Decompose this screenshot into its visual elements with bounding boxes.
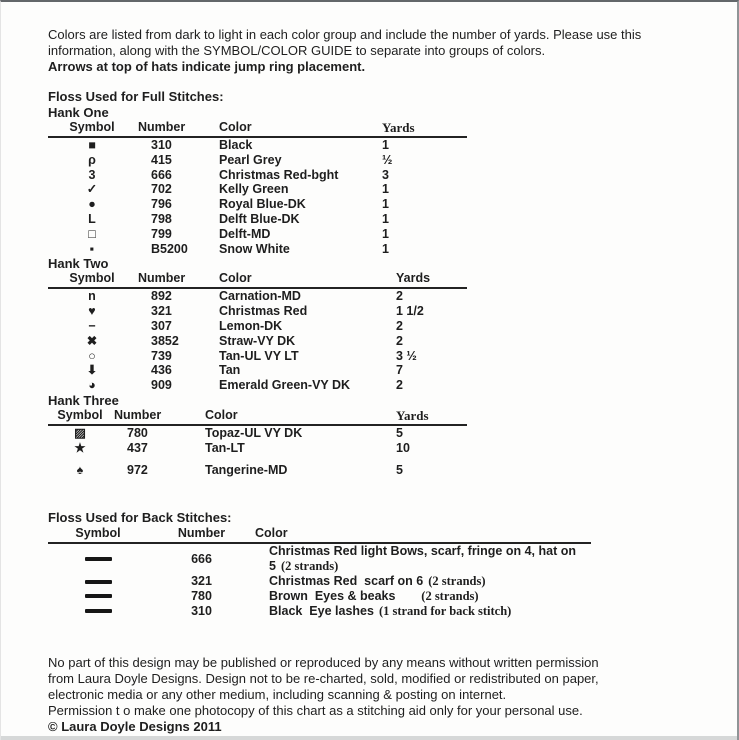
column-header-color: Color bbox=[219, 271, 252, 286]
strand-note: (1 strand for back stitch) bbox=[378, 603, 512, 618]
stitch-symbol: − bbox=[88, 318, 96, 333]
floss-color-name: Kelly Green bbox=[219, 182, 289, 197]
table-header-row bbox=[48, 271, 467, 289]
floss-number: 702 bbox=[151, 182, 172, 197]
floss-color-name: Black bbox=[219, 138, 253, 152]
floss-row bbox=[48, 426, 467, 441]
floss-yards: 2 bbox=[396, 333, 403, 348]
backstitch-usage bbox=[255, 604, 591, 619]
column-header-symbol: Symbol bbox=[57, 407, 103, 422]
floss-number: 892 bbox=[151, 289, 172, 304]
floss-number: 666 bbox=[151, 167, 172, 182]
floss-color-usage: Black Eye lashes bbox=[269, 603, 374, 618]
floss-yards: 1 1/2 bbox=[396, 304, 424, 319]
floss-number: 415 bbox=[151, 152, 172, 167]
column-header-yards: Yards bbox=[382, 120, 415, 135]
scan-edge-artifact bbox=[1, 736, 737, 740]
hank-one-title: Hank One bbox=[48, 105, 109, 120]
column-header-number: Number bbox=[114, 407, 162, 422]
floss-color-name: Topaz-UL VY DK bbox=[205, 425, 303, 440]
floss-number: 780 bbox=[127, 425, 148, 440]
stitch-symbol: 3 bbox=[88, 167, 96, 182]
column-header-symbol: Symbol bbox=[69, 271, 115, 286]
floss-row bbox=[48, 304, 467, 319]
floss-yards: 5 bbox=[396, 425, 403, 440]
hank-three-table bbox=[48, 393, 467, 477]
stitch-symbol: ■ bbox=[88, 138, 96, 152]
hank-one-rows bbox=[48, 138, 467, 256]
floss-color-name: Delft Blue-DK bbox=[219, 211, 300, 226]
floss-yards: 1 bbox=[382, 226, 389, 241]
floss-yards: 2 bbox=[396, 289, 403, 304]
floss-number: 321 bbox=[191, 573, 212, 588]
table-header-row bbox=[48, 120, 467, 138]
floss-number: 3852 bbox=[151, 333, 179, 348]
floss-color-name: Tan-LT bbox=[205, 440, 245, 455]
floss-yards: 2 bbox=[396, 318, 403, 333]
floss-number: 799 bbox=[151, 226, 172, 241]
stitch-symbol: L bbox=[88, 211, 96, 226]
floss-color-usage: Christmas Red light Bows, scarf, fringe on 4, hat on 5 bbox=[269, 544, 576, 574]
floss-row bbox=[48, 363, 467, 378]
floss-color-name: Christmas Red bbox=[219, 304, 308, 319]
floss-number: 972 bbox=[127, 462, 148, 477]
floss-number: 310 bbox=[191, 603, 212, 618]
floss-number: B5200 bbox=[151, 241, 188, 256]
floss-number: 321 bbox=[151, 304, 172, 319]
floss-color-name: Tan bbox=[219, 363, 241, 378]
column-header-number: Number bbox=[138, 120, 186, 134]
stitch-symbol: ★ bbox=[74, 440, 86, 455]
backstitch-line-icon bbox=[85, 594, 112, 598]
stitch-symbol: ▪ bbox=[89, 241, 95, 256]
floss-row bbox=[48, 334, 467, 349]
permission-line: No part of this design may be published or reproduced by any means without written permission bbox=[48, 655, 599, 671]
hank-two-table bbox=[48, 256, 467, 393]
strand-note: (2 strands) bbox=[428, 573, 486, 588]
stitch-symbol: ◕ bbox=[88, 378, 96, 393]
column-header-number: Number bbox=[138, 271, 186, 286]
hank-two-rows bbox=[48, 289, 467, 393]
floss-row bbox=[48, 441, 467, 456]
permission-line: Permission t o make one photocopy of this chart as a stitching aid only for your personal use. bbox=[48, 703, 583, 719]
floss-yards: 5 bbox=[396, 462, 403, 477]
floss-row bbox=[48, 378, 467, 393]
floss-row bbox=[48, 153, 467, 168]
stitch-symbol: ρ bbox=[88, 152, 96, 167]
column-header-color: Color bbox=[205, 407, 238, 422]
permission-line: electronic media or any other medium, including scanning & posting on internet. bbox=[48, 687, 507, 703]
backstitch-usage bbox=[255, 589, 591, 604]
hank-one-table bbox=[48, 105, 467, 256]
floss-row bbox=[48, 463, 467, 478]
jump-ring-note: Arrows at top of hats indicate jump ring placement. bbox=[48, 59, 366, 74]
floss-yards: 3 ½ bbox=[396, 348, 417, 363]
floss-row bbox=[48, 289, 467, 304]
back-stitches-table bbox=[48, 526, 591, 618]
backstitch-line-icon bbox=[85, 557, 112, 561]
floss-number: 310 bbox=[151, 138, 172, 152]
stitch-symbol: n bbox=[88, 289, 96, 304]
floss-color-name: Delft-MD bbox=[219, 226, 271, 241]
stitch-symbol: ○ bbox=[88, 348, 96, 363]
stitch-symbol: □ bbox=[88, 226, 96, 241]
floss-row bbox=[48, 168, 467, 183]
stitch-symbol: ▨ bbox=[74, 425, 86, 440]
floss-color-name: Tangerine-MD bbox=[205, 462, 288, 477]
floss-row bbox=[48, 138, 467, 153]
floss-row bbox=[48, 349, 467, 364]
backstitch-symbol-cell bbox=[48, 604, 148, 619]
floss-yards: 1 bbox=[382, 241, 389, 256]
column-header-symbol: Symbol bbox=[69, 120, 115, 134]
backstitch-symbol-cell bbox=[48, 574, 148, 589]
floss-number: 666 bbox=[191, 551, 212, 566]
backstitch-line-icon bbox=[85, 580, 112, 584]
hank-three-rows bbox=[48, 426, 467, 477]
floss-number: 739 bbox=[151, 348, 172, 363]
floss-color-name: Straw-VY DK bbox=[219, 333, 296, 348]
floss-row bbox=[48, 242, 467, 257]
intro-paragraph: Colors are listed from dark to light in each color group and include the number of yards. Please use this information, along with the SYMBOL/COLOR GUIDE to separate into groups of colors. bbox=[48, 27, 642, 58]
floss-yards: 2 bbox=[396, 378, 403, 393]
floss-yards: 3 bbox=[382, 167, 389, 182]
floss-row bbox=[48, 212, 467, 227]
column-header-yards: Yards bbox=[396, 407, 429, 423]
column-header-yards: Yards bbox=[396, 271, 431, 286]
strand-note: (2 strands) bbox=[280, 559, 339, 574]
stitch-symbol: ⬇ bbox=[86, 363, 98, 378]
floss-color-name: Lemon-DK bbox=[219, 318, 283, 333]
permission-line: from Laura Doyle Designs. Design not to be re-charted, sold, modified or redistributed on paper, bbox=[48, 671, 599, 687]
backstitch-usage bbox=[255, 574, 591, 589]
backstitch-row bbox=[48, 574, 591, 589]
table-header-row bbox=[48, 526, 591, 544]
floss-row bbox=[48, 197, 467, 212]
back-stitch-rows bbox=[48, 544, 591, 618]
floss-yards: 1 bbox=[382, 211, 389, 226]
floss-yards: ½ bbox=[382, 152, 393, 167]
floss-chart-page bbox=[1, 2, 737, 735]
column-header-symbol: Symbol bbox=[75, 526, 121, 541]
floss-color-name: Tan-UL VY LT bbox=[219, 348, 299, 363]
floss-color-name: Carnation-MD bbox=[219, 289, 301, 304]
floss-color-usage: Brown Eyes & beaks bbox=[269, 588, 417, 603]
backstitch-symbol-cell bbox=[48, 589, 148, 604]
floss-number: 909 bbox=[151, 378, 172, 393]
stitch-symbol: ♥ bbox=[88, 304, 96, 319]
stitch-symbol: ● bbox=[88, 197, 96, 212]
table-header-row bbox=[48, 408, 467, 426]
hank-two-title: Hank Two bbox=[48, 256, 109, 272]
floss-number: 796 bbox=[151, 197, 172, 212]
floss-yards: 1 bbox=[382, 138, 389, 152]
floss-number: 436 bbox=[151, 363, 172, 378]
floss-number: 798 bbox=[151, 211, 172, 226]
strand-note: (2 strands) bbox=[421, 588, 479, 603]
back-stitches-heading: Floss Used for Back Stitches: bbox=[48, 510, 232, 526]
full-stitches-heading: Floss Used for Full Stitches: bbox=[48, 89, 224, 104]
floss-yards: 1 bbox=[382, 182, 389, 197]
floss-color-name: Emerald Green-VY DK bbox=[219, 378, 351, 393]
backstitch-row bbox=[48, 544, 591, 574]
floss-row bbox=[48, 182, 467, 197]
backstitch-symbol-cell bbox=[48, 552, 148, 567]
floss-number: 437 bbox=[127, 440, 148, 455]
stitch-symbol: ✓ bbox=[86, 182, 98, 197]
column-header-color: Color bbox=[219, 120, 252, 134]
floss-number: 780 bbox=[191, 588, 212, 603]
backstitch-row bbox=[48, 604, 591, 619]
backstitch-line-icon bbox=[85, 609, 112, 613]
floss-color-name: Snow White bbox=[219, 241, 290, 256]
floss-yards: 1 bbox=[382, 197, 389, 212]
floss-color-usage: Christmas Red scarf on 6 bbox=[269, 573, 424, 588]
floss-row bbox=[48, 227, 467, 242]
floss-color-name: Christmas Red-bght bbox=[219, 167, 339, 182]
permission-notice bbox=[48, 655, 709, 719]
floss-number: 307 bbox=[151, 318, 172, 333]
backstitch-usage bbox=[255, 544, 591, 574]
floss-row bbox=[48, 319, 467, 334]
column-header-color: Color bbox=[255, 526, 288, 541]
floss-yards: 10 bbox=[396, 440, 410, 455]
floss-color-name: Pearl Grey bbox=[219, 152, 282, 167]
copyright-line: © Laura Doyle Designs 2011 bbox=[48, 719, 222, 735]
floss-color-name: Royal Blue-DK bbox=[219, 197, 306, 212]
hank-three-title: Hank Three bbox=[48, 392, 119, 408]
stitch-symbol: ♠ bbox=[76, 462, 84, 477]
column-header-number: Number bbox=[177, 526, 226, 541]
backstitch-row bbox=[48, 589, 591, 604]
floss-yards: 7 bbox=[396, 363, 403, 378]
stitch-symbol: ✖ bbox=[86, 333, 98, 348]
